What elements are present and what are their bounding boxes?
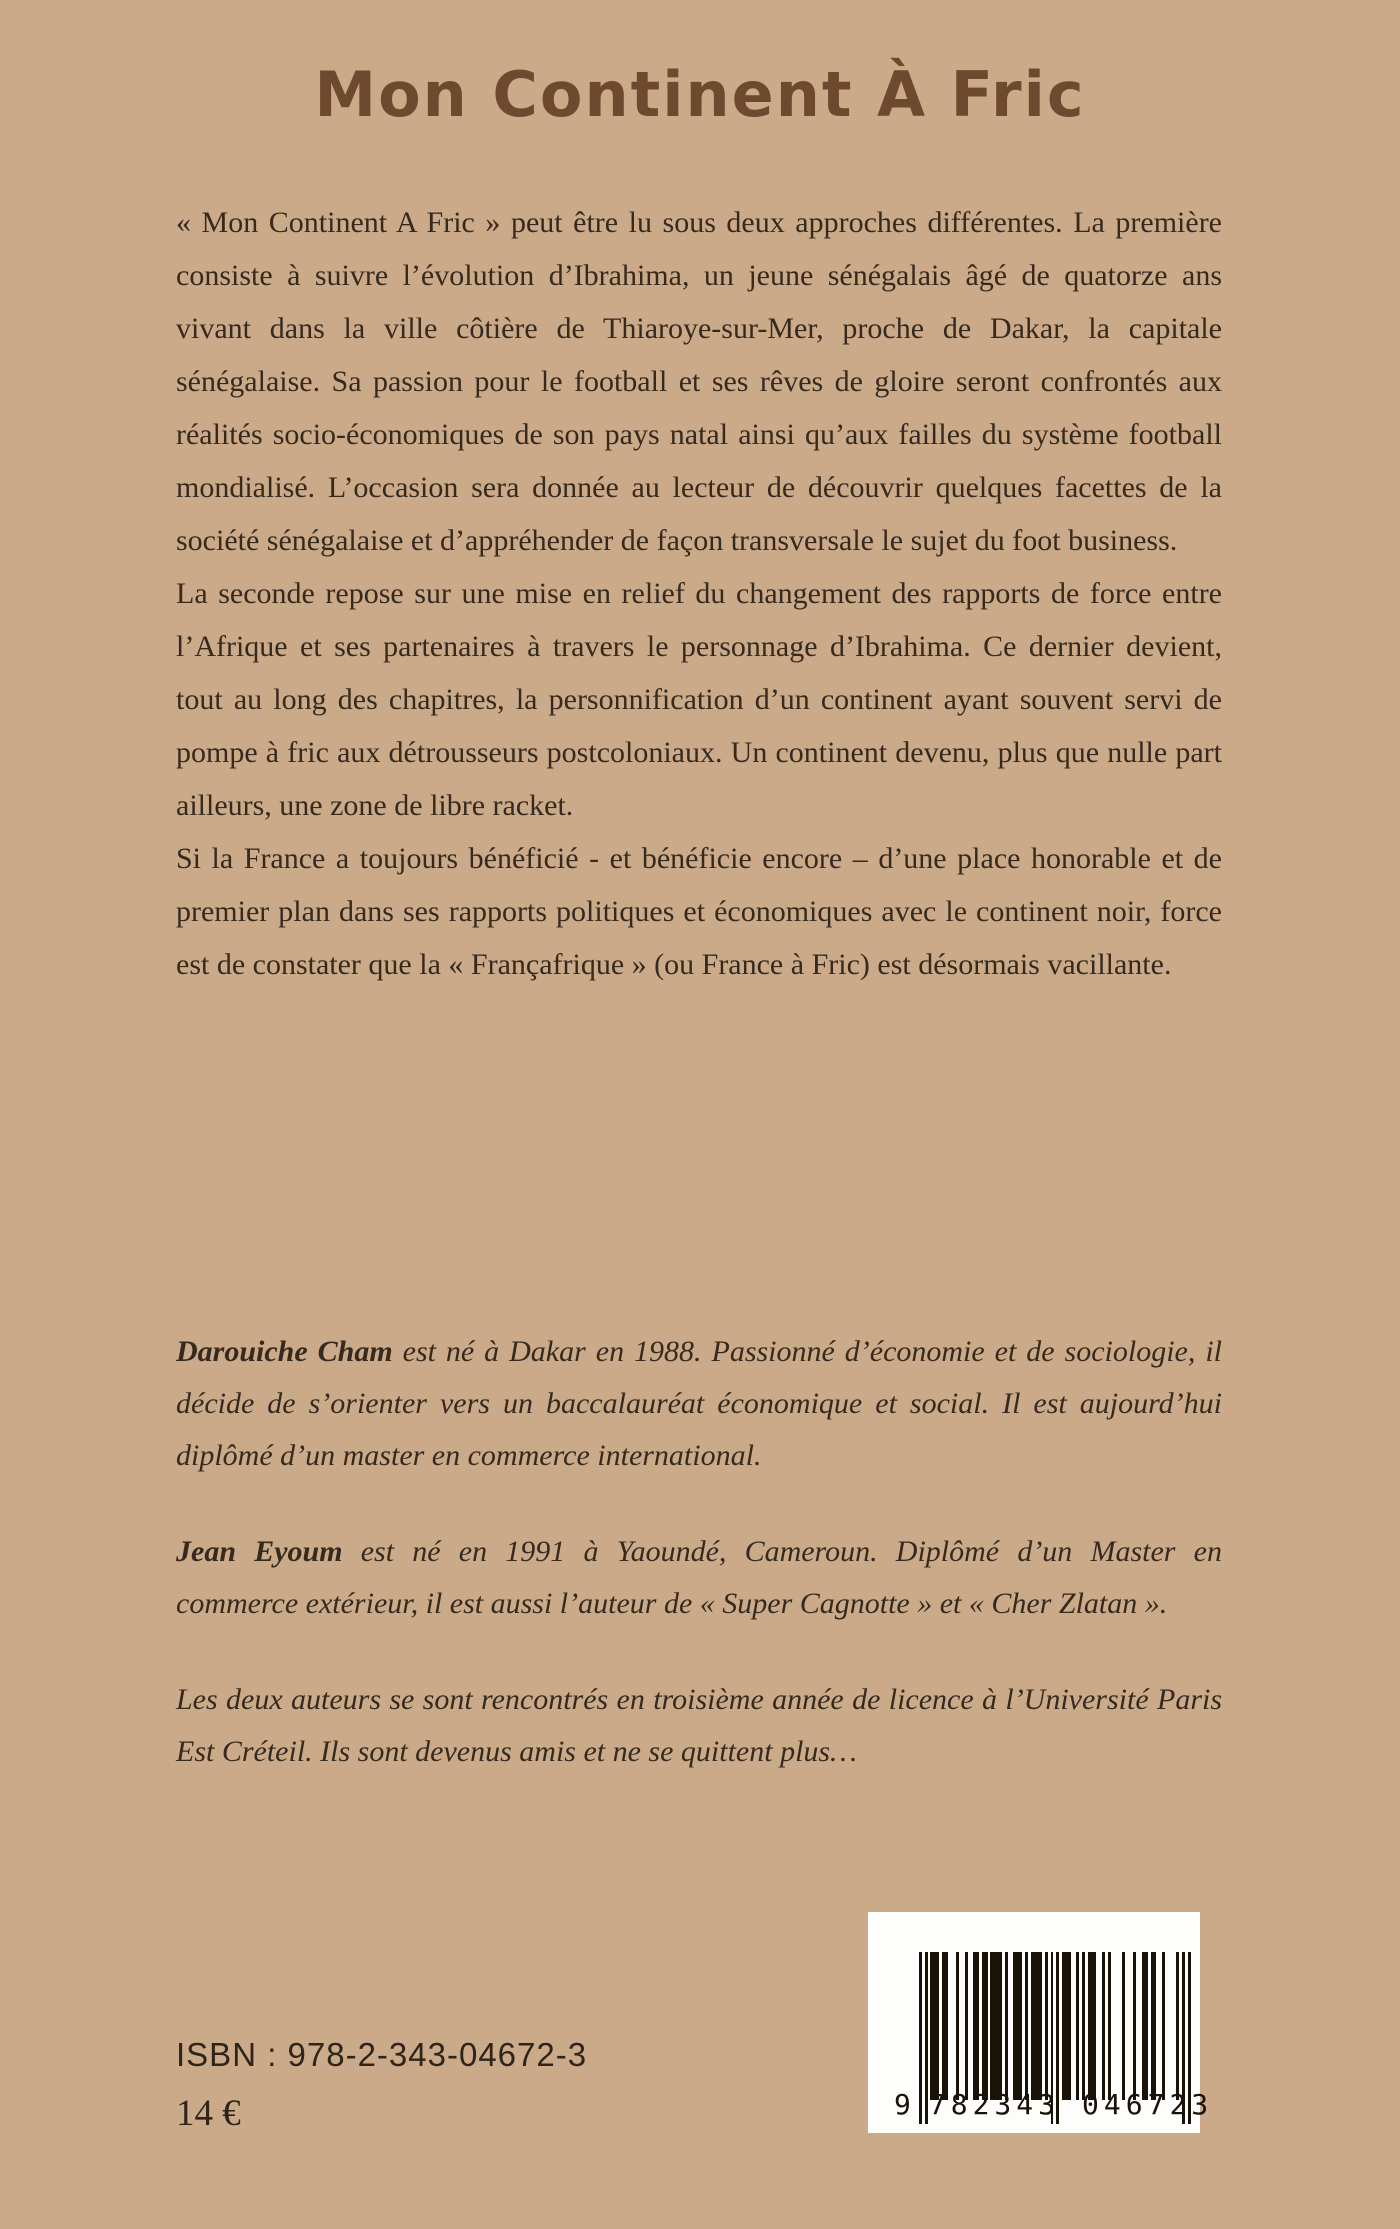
- synopsis-paragraph-2: La seconde repose sur une mise en relief du changement des rapports de force entre l’Afrique et ses partenaires à travers le personnage d’Ibrahima. Ce dernier devient, tout au long des chapitres, la personnification d’un continent ayant souvent servi de pompe à fric aux détrousseurs postcoloniaux. Un continent devenu, plus que nulle part ailleurs, une zone de libre racket.: [176, 577, 1222, 822]
- author-bio-1: [176, 1326, 1222, 1482]
- synopsis-block: [176, 196, 1222, 991]
- author-bio-text-2: est né en 1991 à Yaoundé, Cameroun. Diplômé d’un Master en commerce extérieur, il est aussi l’auteur de « Super Cagnotte » et « Cher Zlatan ».: [176, 1535, 1222, 1620]
- barcode-digit-first: 9: [894, 2088, 915, 2121]
- barcode: [868, 1912, 1214, 2133]
- book-title: Mon Continent À Fric: [314, 58, 1086, 131]
- barcode-digits: [894, 2088, 1214, 2121]
- author-name-1: Darouiche Cham: [176, 1335, 393, 1368]
- barcode-digit-group1: 782343: [928, 2088, 1061, 2121]
- author-bios-block: [176, 1326, 1222, 1822]
- author-name-2: Jean Eyoum: [176, 1535, 343, 1568]
- author-bio-text-1: est né à Dakar en 1988. Passionné d’économie et de sociologie, il décide de s’orienter vers un baccalauréat économique et social. Il est aujourd’hui diplômé d’un master en commerce international.: [176, 1335, 1222, 1472]
- price-text: 14 €: [176, 2093, 241, 2134]
- author-bio-2: [176, 1526, 1222, 1630]
- synopsis-paragraph-3: Si la France a toujours bénéficié - et bénéficie encore – d’une place honorable et de premier plan dans ses rapports politiques et économiques avec le continent noir, force est de constater que la « Françafrique » (ou France à Fric) est désormais vacillante.: [176, 842, 1222, 981]
- barcode-digit-group2: 046723: [1082, 2088, 1214, 2121]
- synopsis-paragraph-1: « Mon Continent A Fric » peut être lu sous deux approches différentes. La première consiste à suivre l’évolution d’Ibrahima, un jeune sénégalais âgé de quatorze ans vivant dans la ville côtière de Thiaroye-sur-Mer, proche de Dakar, la capitale sénégalaise. Sa passion pour le football et ses rêves de gloire seront confrontés aux réalités socio-économiques de son pays natal ainsi qu’aux failles du système football mondialisé. L’occasion sera donnée au lecteur de découvrir quelques facettes de la société sénégalaise et d’appréhender de façon transversale le sujet du foot business.: [176, 206, 1222, 557]
- authors-closing-note: Les deux auteurs se sont rencontrés en troisième année de licence à l’Université Paris Est Créteil. Ils sont devenus amis et ne se quittent plus…: [176, 1683, 1222, 1768]
- isbn-text: ISBN : 978-2-343-04672-3: [176, 2036, 588, 2073]
